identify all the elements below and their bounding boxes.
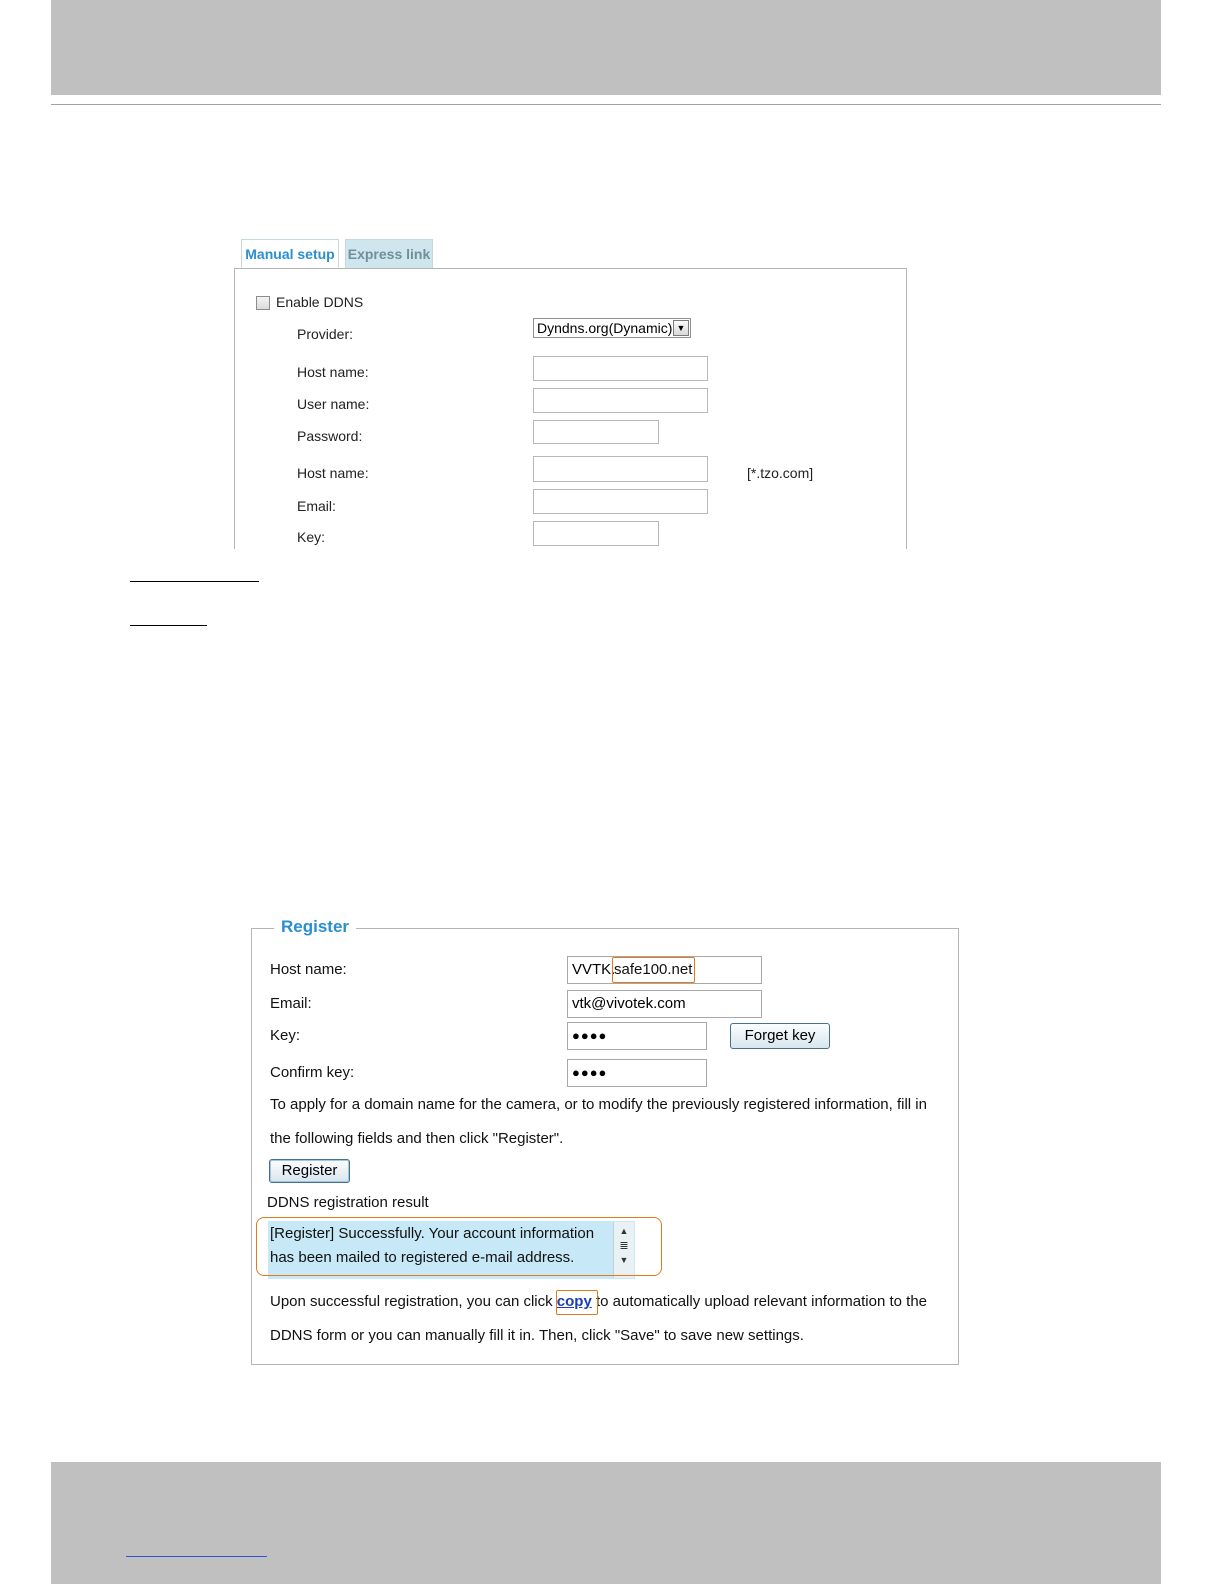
register-email-field[interactable]: vtk@vivotek.com	[567, 990, 762, 1018]
host-name-label: Host name:	[297, 364, 369, 380]
scroll-thumb-icon[interactable]: ≣	[619, 1240, 629, 1252]
register-key-label: Key:	[270, 1027, 301, 1044]
email-label: Email:	[297, 498, 336, 514]
tzo-domain-hint: [*.tzo.com]	[747, 465, 814, 481]
password-label: Password:	[297, 428, 363, 444]
tzo-host-name-field[interactable]	[533, 456, 708, 482]
instruction-text-line2: the following fields and then click "Register".	[270, 1130, 564, 1147]
confirm-key-field[interactable]: ●●●●	[567, 1059, 707, 1087]
register-host-name-label: Host name:	[270, 961, 347, 978]
confirm-key-label: Confirm key:	[270, 1064, 355, 1081]
tab-manual-setup[interactable]: Manual setup	[241, 239, 339, 268]
copy-instruction-line2: DDNS form or you can manually fill it in. Then, click "Save" to save new settings.	[270, 1327, 804, 1344]
copy-link-highlight	[556, 1290, 598, 1315]
user-name-field[interactable]	[533, 388, 708, 413]
register-legend: Register	[274, 917, 356, 937]
copy-instruction-line1	[270, 1293, 927, 1310]
registration-result-label: DDNS registration result	[267, 1194, 429, 1211]
chevron-down-icon[interactable]: ▼	[673, 320, 689, 336]
register-email-label: Email:	[270, 995, 312, 1012]
host-name-prefix: VVTK.	[572, 961, 616, 978]
password-field[interactable]	[533, 420, 659, 444]
register-key-field[interactable]: ●●●●	[567, 1022, 707, 1050]
enable-ddns-checkbox[interactable]	[256, 296, 270, 310]
result-highlight	[256, 1217, 662, 1276]
scroll-down-icon[interactable]: ▼	[619, 1255, 629, 1265]
register-button[interactable]: Register	[269, 1159, 350, 1183]
user-name-label: User name:	[297, 396, 370, 412]
result-line1: [Register] Successfully. Your account information	[270, 1225, 595, 1242]
provider-label: Provider:	[297, 326, 354, 342]
key-field[interactable]	[533, 521, 659, 546]
provider-select[interactable]	[533, 318, 691, 338]
header-divider	[51, 104, 1161, 105]
tzo-host-name-label: Host name:	[297, 465, 369, 481]
enable-ddns-label: Enable DDNS	[276, 294, 364, 310]
underline-rule	[130, 625, 207, 626]
result-line2: has been mailed to registered e-mail address.	[270, 1249, 575, 1266]
underline-rule	[130, 581, 259, 582]
host-name-field[interactable]	[533, 356, 708, 381]
page-footer-bar	[51, 1462, 1161, 1584]
instruction-text-line1: To apply for a domain name for the camera, or to modify the previously registered information, fill in	[270, 1096, 927, 1113]
email-field[interactable]	[533, 489, 708, 514]
copy-link[interactable]: copy	[556, 1293, 592, 1310]
copy-instruction-before: Upon successful registration, you can click	[270, 1293, 557, 1310]
key-label: Key:	[297, 529, 326, 545]
scroll-up-icon[interactable]: ▲	[619, 1226, 629, 1236]
footer-link-underline	[126, 1556, 267, 1557]
copy-instruction-after: to automatically upload relevant information to the	[591, 1293, 928, 1310]
host-name-suffix: safe100.net	[614, 961, 693, 978]
tab-express-link[interactable]: Express link	[345, 239, 433, 268]
provider-select-value: Dyndns.org(Dynamic)	[537, 320, 673, 336]
forget-key-button[interactable]: Forget key	[730, 1023, 830, 1049]
page-header-bar	[51, 0, 1161, 95]
